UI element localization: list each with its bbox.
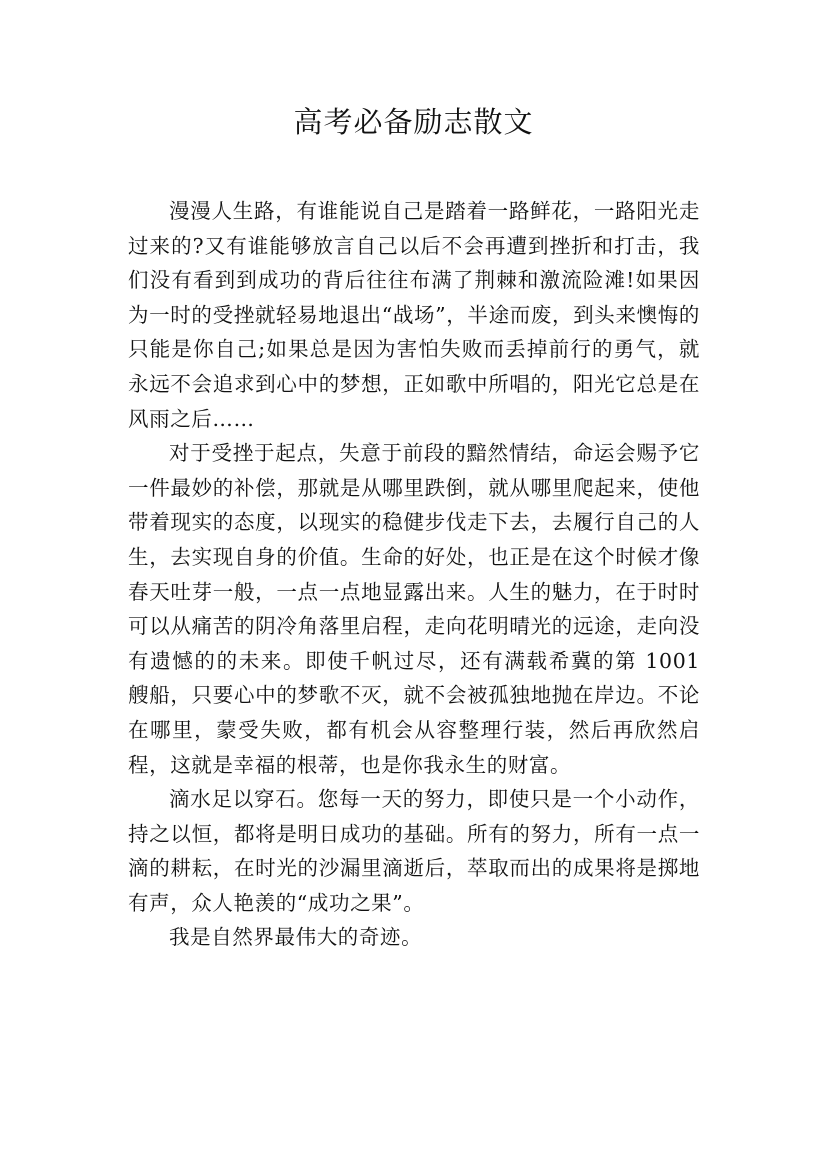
paragraph-2: 对于受挫于起点，失意于前段的黯然情结，命运会赐予它一件最妙的补偿，那就是从哪里跌倒，就从哪里爬起来，使他带着现实的态度，以现实的稳健步伐走下去，去履行自己的人生，去实现自身的价值。生命的好处，也正是在这个时候才像春天吐芽一般，一点一点地显露出来。人生的魅力，在于时时可以从痛苦的阴冷角落里启程，走向花明晴光的远途，走向没有遗憾的的未来。即使千帆过尽，还有满载希冀的第 1001 艘船，只要心中的梦歌不灭，就不会被孤独地抛在岸边。不论在哪里，蒙受失败，都有机会从容整理行装，然后再欣然启程，这就是幸福的根蒂，也是你我永生的财富。 (128, 441, 700, 777)
paragraph-3: 滴水足以穿石。您每一天的努力，即使只是一个小动作，持之以恒，都将是明日成功的基础。所有的努力，所有一点一滴的耕耘，在时光的沙漏里滴逝后，萃取而出的成果将是掷地有声，众人艳羡的“成功之果”。 (128, 787, 700, 915)
paragraph-1: 漫漫人生路，有谁能说自己是踏着一路鲜花，一路阳光走过来的?又有谁能够放言自己以后不会再遭到挫折和打击，我们没有看到到成功的背后往往布满了荆棘和激流险滩!如果因为一时的受挫就轻易地退出“战场”，半途而废，到头来懊悔的只能是你自己;如果总是因为害怕失败而丢掉前行的勇气，就永远不会追求到心中的梦想，正如歌中所唱的，阳光它总是在风雨之后…… (128, 199, 700, 431)
document-title: 高考必备励志散文 (293, 105, 534, 139)
paragraph-4: 我是自然界最伟大的奇迹。 (169, 925, 423, 950)
document-body (128, 194, 700, 955)
